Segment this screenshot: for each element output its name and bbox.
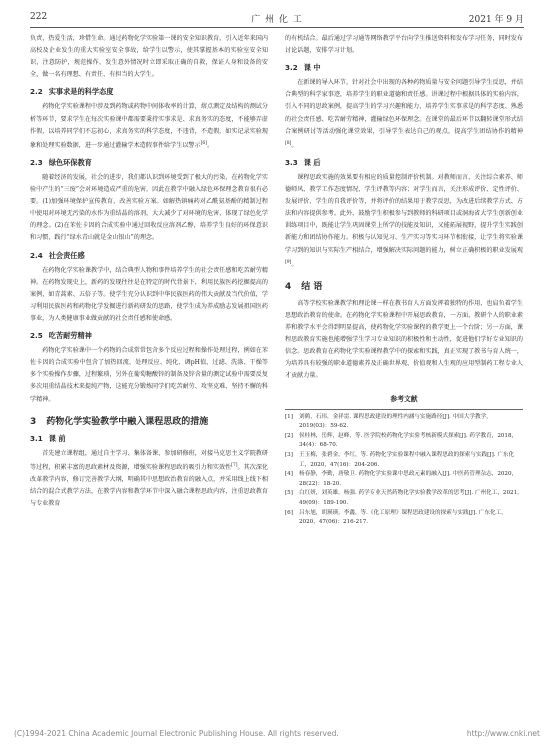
reference-text: 王玉梅，张碧金，李红，等. 药物化学实验课程中融入课程思政的探索与实践[J]. 广东化工，2020，47(16)：204-206. — [299, 451, 515, 468]
section-heading-3-2: 3.2 课 中 — [285, 63, 321, 73]
section-heading-3-3: 3.3 课 后 — [285, 157, 321, 167]
footer — [14, 729, 540, 738]
paragraph: 药物化学实验课程中涉及到药物或药物中间体收率的计算，熔点测定及结构的测试分析等环节，要求学生在每次实验课中都需要秉持实事求是、求真务实的态度，不能够弄虚作假，以培养同学们不忘初心，求真务实的科学态度，不违背，不造假，如实记录实验现象和处理实验数据，进一步通过灌输学术造假事件给学生以警示[6]。 — [30, 103, 268, 149]
reference-text: 吕东旭，胡瑛瑛，李鑫，等.《化工原理》课程思政建设的探索与实践[J]. 广东化工，2020，47(06)：216-217. — [299, 509, 507, 526]
reference-item — [285, 451, 523, 470]
page-number: 222 — [30, 12, 48, 22]
paragraph: 负责，热爱生活，珍惜生命。通过药物化学实验第一课的安全知识教育，引入近年来国内高校及企业发生的重大实验室安全事故，给学生以警示，使其掌握基本的实验室安全知识，注意防护，规范操作，发生意外情况时立即采取正确的自救，保证人身和设备的安全，做一名有理想、有责任、有担当的大学生。 — [30, 35, 268, 79]
section-heading-3: 3 药物化学实验教学中融入课程思政的措施 — [30, 416, 209, 427]
reference-text: 杨春静，李勤，唐敬卫. 药物化学实验课中思政元素的融入[J]. 中医药管理杂志，2020，28(22)：18-20. — [299, 471, 518, 487]
reference-item — [285, 432, 523, 451]
paragraph: 的有机结合。最后通过学习通等网络教学平台向学生推送资料和发布学习任务，同时发布讨论话题，安排学习计划。 — [285, 35, 523, 55]
section-heading-2-3: 2.3 绿色环保教育 — [30, 157, 92, 167]
paragraph: 首先建立课程组，通过自主学习、集体备课、参加研修班，对接马克思主义学院教研等过程，积累丰富的思政素材及资源，增强实验课程思政的吸引力和实效性[7]。其次深化改革教学内容，修订完善教学大纲，明确其中思想政治教育的融入点，并采用线上线下相结合的混合式教学方法，在教学内容和教学环节中深入融合课程思政内容，注重思政教育与专业教育 — [30, 449, 269, 508]
right-column — [285, 33, 523, 528]
paragraph: 随着经济的发展，社会的进步，我们都认识到环境受到了极大的污染，在药物化学实验中产生的“三废”会对环境造成严重的危害，因此在教学中融入绿色环保理念教育很有必要。(1)加强环境保护宣传教育，改善实验方案。如解热镇痛药对乙酰氨基酚的精制过程中使用对环境无污染的水作为重结晶的溶剂，大大减少了对环境的危害，体现了绿色化学的理念。(2)在苯佐卡因的合成实验中通过回收反应溶剂乙醇，培养学生良好的环保意识和习惯，践行“绿水青山就是金山银山”的理念。 — [30, 173, 268, 242]
section-heading-3-1: 3.1 课 前 — [30, 433, 66, 443]
paragraph: 在药物化学实验课教学中，结合典型人物和事件培养学生的社会责任感和吃苦耐劳精神。在药物发现史上，新药的发现往往是在特定的时代背景下，利用民族医药挖掘提高的案例，如青蒿素、五倍子等。使学生充分认识到中华民族医药的伟大贡献及当代价值，学习利用民族医药和药物化学发掘进行新药研发的思路，使学生成为养成励志发展祖国医药事业，为人类健康事业做贡献的社会责任感和使命感。 — [30, 266, 268, 322]
reference-item — [285, 413, 523, 432]
reference-text: 刘鹤，石玮，金祥雷. 课程思政建设的理性内涵与实施路径[J]. 中国大学教学，2019(03)：59-62. — [299, 413, 492, 430]
reference-item — [285, 489, 523, 508]
reference-item — [285, 470, 523, 489]
section-heading-4: 4 结 语 — [285, 281, 323, 292]
running-header — [30, 10, 524, 28]
reference-number: [1] — [285, 413, 293, 420]
reference-number: [3] — [285, 451, 293, 458]
issue-date: 2021 年 9 月 — [468, 15, 524, 25]
reference-text: 白红妍，刘英雄，杨强. 药学专业天然药物化学实验教学改革的思考[J]. 广州化工，2021，49(09)：189-190. — [299, 490, 523, 506]
reference-number: [5] — [285, 490, 293, 497]
reference-number: [4] — [285, 471, 293, 478]
references-rule — [285, 409, 523, 410]
header-rule — [30, 27, 524, 28]
section-heading-2-4: 2.4 社会责任感 — [30, 250, 85, 260]
reference-list — [285, 413, 523, 528]
journal-name: 广 州 化 工 — [251, 15, 303, 25]
reference-text: 侯桂林，岳辉，赵峰，等. 医学院校药物化学实验考核新模式探索[J]. 药学教育，2018，34(4)：68-70. — [299, 432, 518, 449]
left-column — [30, 33, 268, 510]
paragraph: 课程思政实施的效果要有相应的质量控制评价机制。对教师而言，关注综合素养、师德师风、教学工作态度情况、学生评教等内容；对学生而言，关注形成评价、定性评价、发展评价、学生的自我评价等，并将评价的结果用于教学反思，为改进后续教学方式、方法和内容提供参考。此外，鼓励学生积极参与到教师的科研项目或洞海省大学生创新创业训练项目中，既能让学生巩固课堂上所学的技能及知识，又能拓展视野，提升学生实践创新能力和团结协作能力。积极与认知见习、生产实习等实习环节相衔接，让学生将实验课学习到的知识与实际生产相结合，增强解决实际问题的能力，树立正确积极的职业发展观[9]。 — [285, 173, 523, 268]
paragraph: 在新课的导入环节，针对社会中出现的各种药物质量与安全问题引导学生反思，并结合典型的科学家事迹，培养学生的职业道德和责任感。讲课过程中根据具体的实验内容，引入不同的思政案例，提高学生的学习兴趣和能力，培养学生实事求是的科学态度、熟悉的社会责任感、吃苦耐劳精神，灌输绿色环保理念。在课堂的最后环节以翻转课堂形式结合案例研讨等活动强化课堂效果，引导学生表达自己的观点，提高学生团结协作的精神[8]。 — [285, 79, 523, 149]
reference-number: [2] — [285, 432, 293, 439]
reference-item — [285, 509, 523, 528]
section-heading-2-5: 2.5 吃苦耐劳精神 — [30, 331, 92, 341]
section-heading-2-2: 2.2 实事求是的科学态度 — [30, 87, 114, 97]
paragraph: 药物化学实验课中一个药物的合成常常包含多个反应过程和操作处理过程，例如在苯佐卡因的合成实验中包含了加热回流、处理反应、纯化、调pH值、过滤、洗涤、干燥等多个实验操作步骤，过程繁琐，另外在葡萄糖酸锌的制备及锌含量的测定试验中需要反复多次用重结晶技术来提纯产物，这能充分锻炼同学们吃苦耐劳、攻坚克难、坚持不懈的科学精神。 — [30, 347, 268, 403]
paragraph: 高等学校实验课教学和理论课一样在教书育人方面发挥着独特的作用，也肩负着学生思想政治教育的使命。在药物化学实验课程中开展思政教育，一方面，教研个人的职业素养和教学水平会得到明显提高，使药物化学实验课程的教学更上一个台阶；另一方面，课程思政教育实施也能增强学生学习专业知识的积极性和主动性，促进他们学好专业知识的信念。思政教育在药物化学实验课程教学中的探索和实践，真正实现了教书与育人统一，为培养具有较强的职业道德素养及正确世界观、价值观和人生观的应用型制药工程专业人才贡献力量。 — [285, 299, 523, 380]
references-heading: 参考文献 — [390, 394, 418, 403]
reference-number: [6] — [285, 509, 293, 516]
cnki-link[interactable]: http://www.cnki.net — [466, 729, 540, 738]
copyright-notice: (C)1994-2021 China Academic Journal Electronic Publishing House. All rights reserved. — [14, 729, 339, 738]
